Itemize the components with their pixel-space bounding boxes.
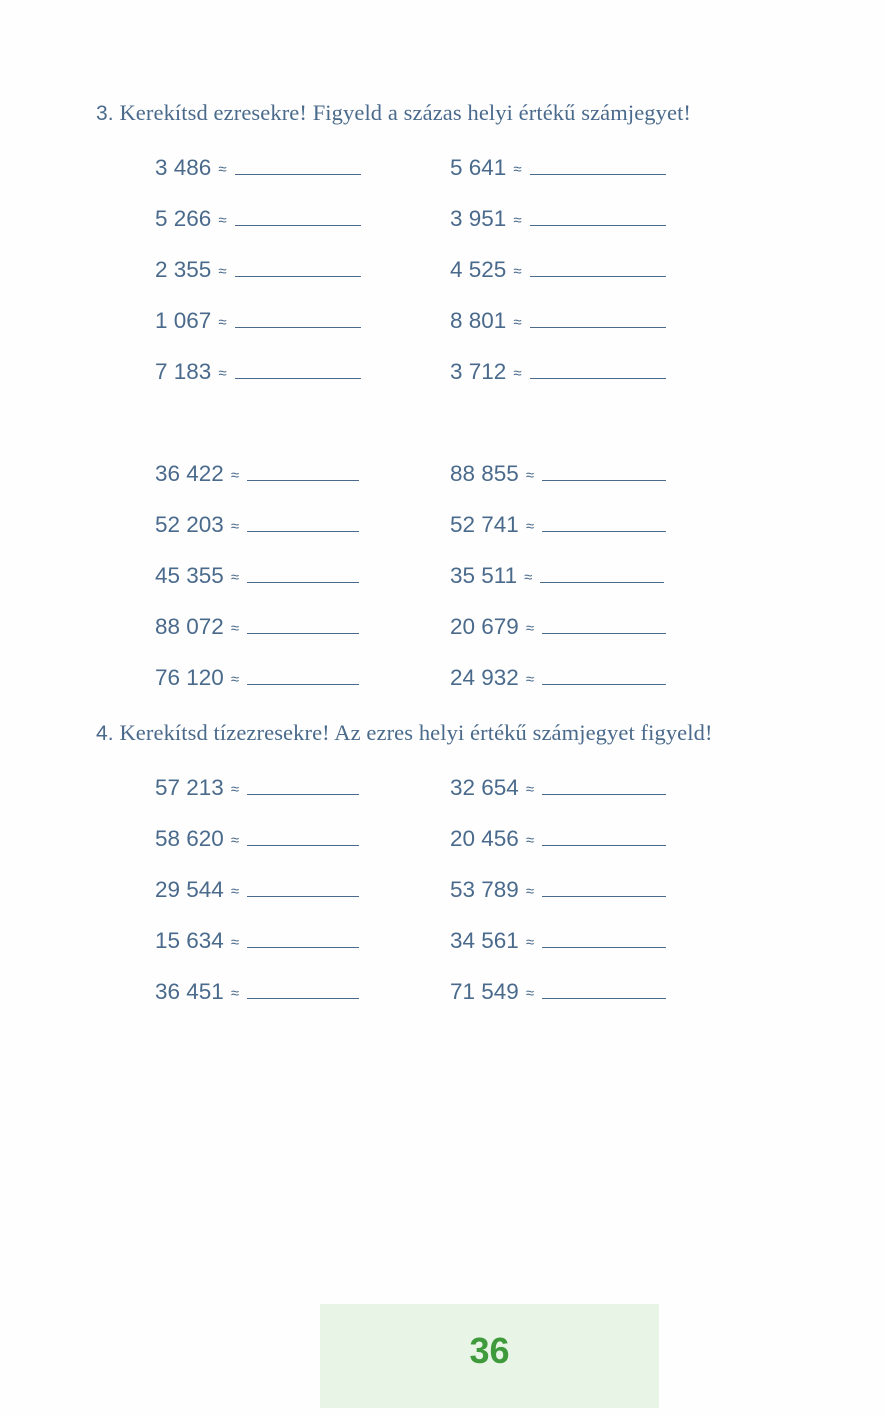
number-value: 3 486	[155, 155, 212, 180]
rounding-item	[155, 257, 361, 283]
number-value: 36 422	[155, 461, 224, 486]
approx-symbol: ≈	[218, 212, 227, 229]
approx-symbol: ≈	[513, 365, 522, 382]
rounding-item	[450, 826, 666, 852]
answer-blank[interactable]	[540, 564, 664, 583]
answer-blank[interactable]	[247, 980, 359, 999]
number-value: 36 451	[155, 979, 224, 1004]
approx-symbol: ≈	[230, 832, 240, 849]
exercise-3-instruction: Kerekítsd ezresekre! Figyeld a százas helyi értékű számjegyet!	[119, 100, 692, 125]
rounding-item	[155, 155, 361, 181]
exercise-3-title	[96, 100, 691, 126]
approx-symbol: ≈	[230, 671, 240, 688]
answer-blank[interactable]	[530, 207, 666, 226]
rounding-item	[450, 928, 666, 954]
approx-symbol: ≈	[230, 883, 240, 900]
number-value: 76 120	[155, 665, 224, 690]
approx-symbol: ≈	[230, 518, 240, 535]
approx-symbol: ≈	[230, 467, 240, 484]
approx-symbol: ≈	[525, 671, 535, 688]
answer-blank[interactable]	[247, 929, 359, 948]
rounding-item	[155, 206, 361, 232]
rounding-item	[155, 928, 359, 954]
number-value: 32 654	[450, 775, 519, 800]
answer-blank[interactable]	[530, 258, 666, 277]
answer-blank[interactable]	[542, 462, 666, 481]
rounding-item	[450, 155, 666, 181]
approx-symbol: ≈	[525, 467, 535, 484]
number-value: 53 789	[450, 877, 519, 902]
approx-symbol: ≈	[218, 365, 227, 382]
answer-blank[interactable]	[530, 156, 666, 175]
answer-blank[interactable]	[247, 776, 359, 795]
number-value: 71 549	[450, 979, 519, 1004]
approx-symbol: ≈	[230, 934, 240, 951]
approx-symbol: ≈	[525, 781, 535, 798]
rounding-item	[155, 665, 359, 691]
answer-blank[interactable]	[542, 878, 666, 897]
number-value: 20 456	[450, 826, 519, 851]
answer-blank[interactable]	[542, 929, 666, 948]
exercise-4-number: 4.	[96, 722, 114, 745]
answer-blank[interactable]	[530, 309, 666, 328]
rounding-item	[450, 665, 666, 691]
approx-symbol: ≈	[230, 620, 240, 637]
answer-blank[interactable]	[247, 564, 359, 583]
answer-blank[interactable]	[542, 980, 666, 999]
rounding-item	[450, 257, 666, 283]
answer-blank[interactable]	[235, 258, 361, 277]
number-value: 15 634	[155, 928, 224, 953]
approx-symbol: ≈	[525, 934, 535, 951]
number-value: 35 511	[450, 563, 518, 588]
approx-symbol: ≈	[513, 263, 522, 280]
answer-blank[interactable]	[235, 309, 361, 328]
answer-blank[interactable]	[542, 776, 666, 795]
number-value: 2 355	[155, 257, 212, 282]
number-value: 29 544	[155, 877, 224, 902]
number-value: 52 203	[155, 512, 224, 537]
number-value: 45 355	[155, 563, 224, 588]
approx-symbol: ≈	[218, 314, 227, 331]
answer-blank[interactable]	[247, 827, 359, 846]
rounding-item	[450, 461, 666, 487]
number-value: 34 561	[450, 928, 519, 953]
rounding-item	[450, 308, 666, 334]
page-number-box	[320, 1304, 659, 1408]
exercise-4-title	[96, 720, 713, 746]
approx-symbol: ≈	[230, 569, 240, 586]
answer-blank[interactable]	[235, 360, 361, 379]
rounding-item	[155, 461, 359, 487]
number-value: 4 525	[450, 257, 507, 282]
rounding-item	[450, 877, 666, 903]
number-value: 88 855	[450, 461, 519, 486]
rounding-item	[155, 512, 359, 538]
number-value: 88 072	[155, 614, 224, 639]
approx-symbol: ≈	[525, 832, 535, 849]
number-value: 58 620	[155, 826, 224, 851]
number-value: 1 067	[155, 308, 212, 333]
approx-symbol: ≈	[513, 161, 522, 178]
answer-blank[interactable]	[247, 666, 359, 685]
approx-symbol: ≈	[524, 569, 533, 586]
approx-symbol: ≈	[513, 212, 522, 229]
rounding-item	[155, 308, 361, 334]
answer-blank[interactable]	[235, 156, 361, 175]
rounding-item	[155, 563, 359, 589]
rounding-item	[155, 614, 359, 640]
approx-symbol: ≈	[525, 518, 535, 535]
number-value: 24 932	[450, 665, 519, 690]
number-value: 3 712	[450, 359, 507, 384]
answer-blank[interactable]	[235, 207, 361, 226]
approx-symbol: ≈	[513, 314, 522, 331]
number-value: 5 641	[450, 155, 507, 180]
answer-blank[interactable]	[542, 827, 666, 846]
rounding-item	[450, 206, 666, 232]
answer-blank[interactable]	[542, 615, 666, 634]
approx-symbol: ≈	[218, 263, 227, 280]
number-value: 5 266	[155, 206, 212, 231]
answer-blank[interactable]	[542, 666, 666, 685]
exercise-4-instruction: Kerekítsd tízezresekre! Az ezres helyi értékű számjegyet figyeld!	[119, 720, 713, 745]
rounding-item	[155, 979, 359, 1005]
number-value: 20 679	[450, 614, 519, 639]
number-value: 57 213	[155, 775, 224, 800]
rounding-item	[450, 512, 666, 538]
rounding-item	[155, 775, 359, 801]
rounding-item	[450, 979, 666, 1005]
answer-blank[interactable]	[247, 513, 359, 532]
exercise-3-number: 3.	[96, 102, 114, 125]
answer-blank[interactable]	[247, 462, 359, 481]
approx-symbol: ≈	[230, 781, 240, 798]
answer-blank[interactable]	[530, 360, 666, 379]
approx-symbol: ≈	[230, 985, 240, 1002]
answer-blank[interactable]	[247, 878, 359, 897]
approx-symbol: ≈	[525, 620, 535, 637]
rounding-item	[450, 614, 666, 640]
number-value: 52 741	[450, 512, 519, 537]
approx-symbol: ≈	[218, 161, 227, 178]
rounding-item	[450, 563, 664, 589]
answer-blank[interactable]	[542, 513, 666, 532]
number-value: 3 951	[450, 206, 507, 231]
rounding-item	[155, 826, 359, 852]
number-value: 8 801	[450, 308, 507, 333]
rounding-item	[155, 877, 359, 903]
rounding-item	[450, 359, 666, 385]
approx-symbol: ≈	[525, 883, 535, 900]
rounding-item	[155, 359, 361, 385]
approx-symbol: ≈	[525, 985, 535, 1002]
rounding-item	[450, 775, 666, 801]
page-number: 36	[469, 1330, 510, 1371]
number-value: 7 183	[155, 359, 212, 384]
answer-blank[interactable]	[247, 615, 359, 634]
